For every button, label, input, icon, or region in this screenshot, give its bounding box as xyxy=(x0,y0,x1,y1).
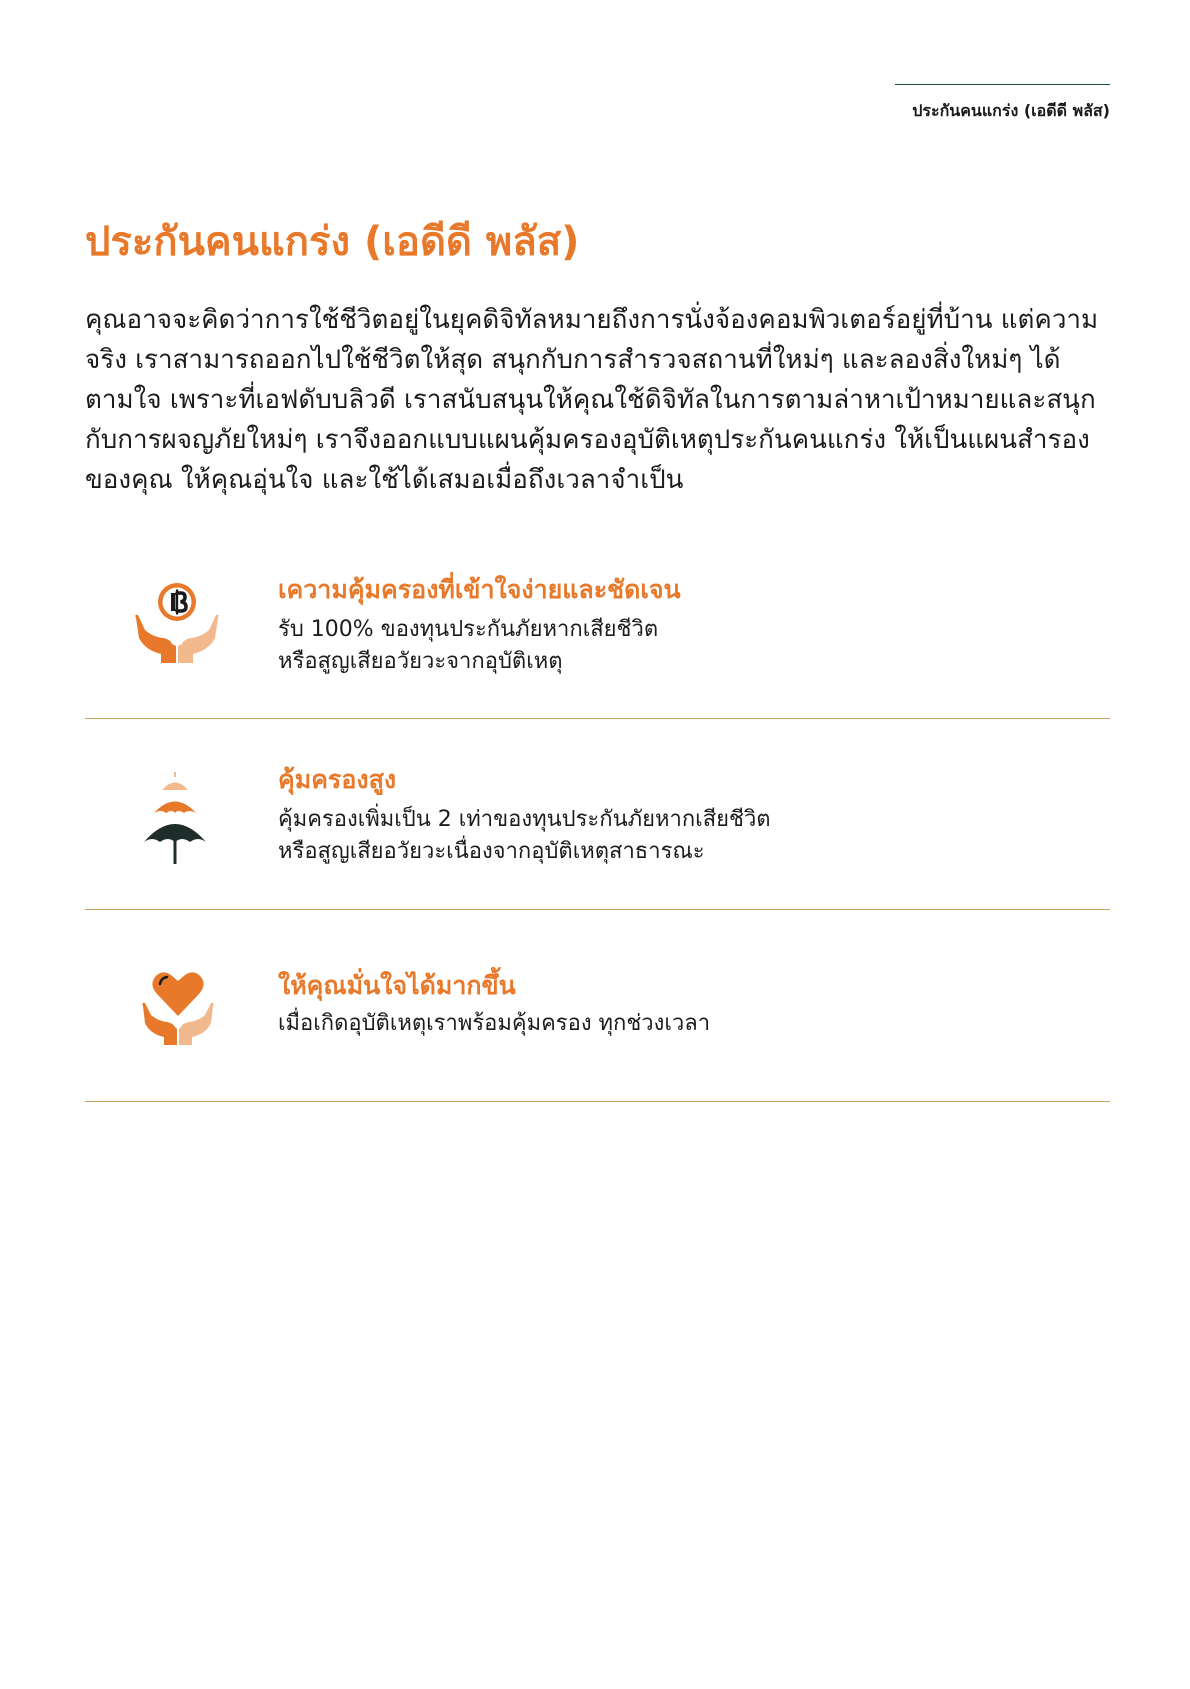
divider xyxy=(85,718,1110,719)
feature-description-line-2: หรือสูญเสียอวัยวะจากอุบัติเหตุ xyxy=(278,649,563,674)
header-rule xyxy=(895,84,1110,85)
baht-coin-hands-icon xyxy=(133,582,221,668)
feature-title: เความคุ้มครองที่เข้าใจง่ายและชัดเจน xyxy=(278,575,681,604)
feature-description-line-1: เมื่อเกิดอุบัติเหตุเราพร้อมคุ้มครอง ทุกช่วงเวลา xyxy=(278,1011,711,1036)
page-title: ประกันคนแกร่ง (เอดีดี พลัส) xyxy=(85,219,580,265)
feature-description-line-1: รับ 100% ของทุนประกันภัยหากเสียชีวิต xyxy=(278,617,659,642)
header-label: ประกันคนแกร่ง (เอดีดี พลัส) xyxy=(912,101,1110,120)
heart-hands-icon xyxy=(141,970,215,1050)
intro-paragraph: คุณอาจจะคิดว่าการใช้ชีวิตอยู่ในยุคดิจิทัลหมายถึงการนั่งจ้องคอมพิวเตอร์อยู่ที่บ้าน แต่ความจริง เราสามารถออกไปใช้ชีวิตให้สุด สนุกกับการสำรวจสถานที่ใหม่ๆ และลองสิ่งใหม่ๆ ได้ตามใจ เพราะที่เอฟดับบลิวดี เราสนับสนุนให้คุณใช้ดิจิทัลในการตามล่าหาเป้าหมายและสนุกกับการผจญภัยใหม่ๆ เราจึงออกแบบแผนคุ้มครองอุบัติเหตุประกันคนแกร่ง ให้เป็นแผนสำรองของคุณ ให้คุณอุ่นใจ และใช้ได้เสมอเมื่อถึงเวลาจำเป็น xyxy=(85,305,1099,495)
feature-title: คุ้มครองสูง xyxy=(278,765,397,794)
feature-item-coverage xyxy=(85,570,1110,680)
feature-description-line-2: หรือสูญเสียอวัยวะเนื่องจากอุบัติเหตุสาธารณะ xyxy=(278,839,705,864)
feature-title: ให้คุณมั่นใจได้มากขึ้น xyxy=(278,971,516,1000)
divider xyxy=(85,909,1110,910)
divider xyxy=(85,1101,1110,1102)
feature-description-line-1: คุ้มครองเพิ่มเป็น 2 เท่าของทุนประกันภัยหากเสียชีวิต xyxy=(278,807,771,832)
feature-item-high-coverage xyxy=(85,760,1110,870)
feature-item-confidence xyxy=(85,966,1110,1046)
stacked-umbrellas-icon xyxy=(143,770,207,870)
